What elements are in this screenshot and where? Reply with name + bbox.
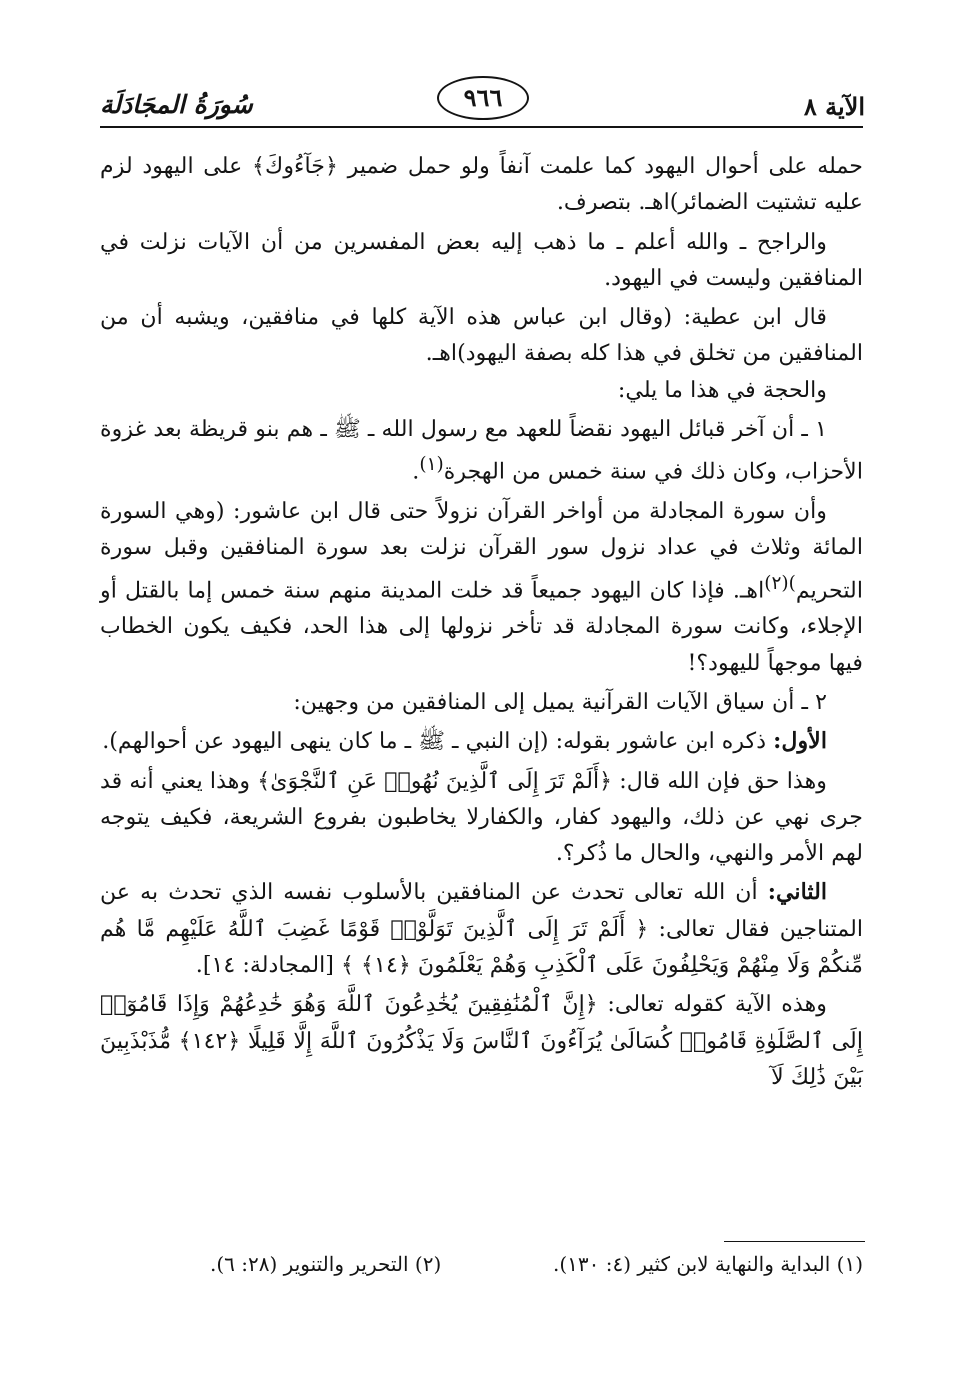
first-point-label: الأول: — [773, 728, 827, 755]
footnote-ref-1: (١) — [419, 454, 444, 476]
paragraph-5-text: ١ ـ أن آخر قبائل اليهود نقضاً للعهد مع رسول الله ـ ﷺ ـ هم بنو قريظة بعد غزوة الأحزاب، وكان ذلك في سنة خمس من الهجرة — [100, 416, 863, 485]
surah-title: سُورَةُ المجَادَلَة — [100, 90, 253, 119]
paragraph-6-text: وأن سورة المجادلة من أواخر القرآن نزولاً حتى قال ابن عاشور: (وهي السورة المائة وثلاث في عداد نزول سور القرآن نزلت بعد سورة المنافقين وقبل سورة التحريم — [100, 498, 863, 604]
paragraph-9: وهذا حق فإن الله قال: ﴿أَلَمْ تَرَ إِلَى ٱلَّذِينَ نُهُوا۟ عَنِ ٱلنَّجْوَىٰ﴾ وهذا يعني أنه قد جرى نهي عن ذلك، واليهود كفار، والكفارلا يخاطبون بفروع الشريعة، فكيف يتوجه لهم الأمر والنهي، والحال ما ذُكر؟. — [100, 767, 863, 867]
paragraph-3: قال ابن عطية: (وقال ابن عباس هذه الآية كلها في منافقين، ويشبه أن من المنافقين من تخلق في هذا كله بصفة اليهود)اهـ. — [100, 304, 863, 367]
paragraph-10 — [100, 874, 863, 983]
paragraph-8-text: ذكره ابن عاشور بقوله: (إن النبي ـ ﷺ ـ ما كان ينهى اليهود عن أحوالهم). — [102, 728, 774, 755]
footnote-1: (١) البداية والنهاية لابن كثير (٤: ١٣٠). — [552, 1252, 863, 1276]
paragraph-6-end: اهـ. فإذا كان اليهود جميعاً قد خلت المدينة منهم سنة خمس إما بالقتل أو الإجلاء، وكانت سورة المجادلة قد تأخر نزولها إلى هذا الحد، فكيف يكون الخطاب فيها موجهاً لليهود؟! — [100, 577, 863, 676]
paragraph-5-end: . — [412, 458, 420, 485]
paragraph-7: ٢ ـ أن سياق الآيات القرآنية يميل إلى المنافقين من وجهين: — [293, 688, 827, 715]
page-body — [100, 148, 863, 1095]
page-number: ٩٦٦ — [437, 76, 529, 120]
paragraph-2: والراجح ـ والله أعلم ـ ما ذهب إليه بعض المفسرين من أن الآيات نزلت في المنافقين وليست في اليهود. — [100, 228, 863, 291]
paragraph-10-text: أن الله تعالى تحدث عن المنافقين بالأسلوب نفسه الذي تحدث به عن المتناجين فقال تعالى: ﴿ أَلَمْ تَرَ إِلَى ٱلَّذِينَ تَوَلَّوْا۟ قَوْمًا غَضِبَ ٱللَّهُ عَلَيْهِم مَّا هُم مِّنكُمْ وَلَا مِنْهُمْ وَيَحْلِفُونَ عَلَى ٱلْكَذِبِ وَهُمْ يَعْلَمُونَ ﴿١٤﴾ ﴾ [المجادلة: ١٤]. — [100, 879, 863, 979]
paragraph-8 — [100, 723, 863, 759]
second-point-label: الثاني: — [767, 879, 827, 906]
footnote-ref-2: )(٢) — [764, 572, 796, 594]
header-rule — [100, 126, 863, 128]
paragraph-6 — [100, 493, 863, 681]
footnote-rule — [724, 1241, 865, 1242]
paragraph-11: وهذه الآية كقوله تعالى: ﴿إِنَّ ٱلْمُنَٰفِقِينَ يُخَٰدِعُونَ ٱللَّهَ وَهُوَ خَٰدِعُهُمْ وَإِذَا قَامُوٓا۟ إِلَى ٱلصَّلَوٰةِ قَامُوا۟ كُسَالَىٰ يُرَآءُونَ ٱلنَّاسَ وَلَا يَذْكُرُونَ ٱللَّهَ إِلَّا قَلِيلًا ﴿١٤٢﴾ مُّذَبْذَبِينَ بَيْنَ ذَٰلِكَ لَآ — [100, 991, 863, 1090]
paragraph-5 — [100, 411, 863, 490]
verse-label: الآية ٨ — [803, 92, 865, 121]
footnote-2: (٢) التحرير والتنوير (٢٨: ٦). — [210, 1252, 442, 1276]
paragraph-4: والحجة في هذا ما يلي: — [617, 376, 827, 403]
paragraph-1: حمله على أحوال اليهود كما علمت آنفاً ولو حمل ضمير ﴿جَآءُوكَ﴾ على اليهود لزم عليه تشتيت الضمائر)اهـ. بتصرف. — [100, 153, 863, 216]
